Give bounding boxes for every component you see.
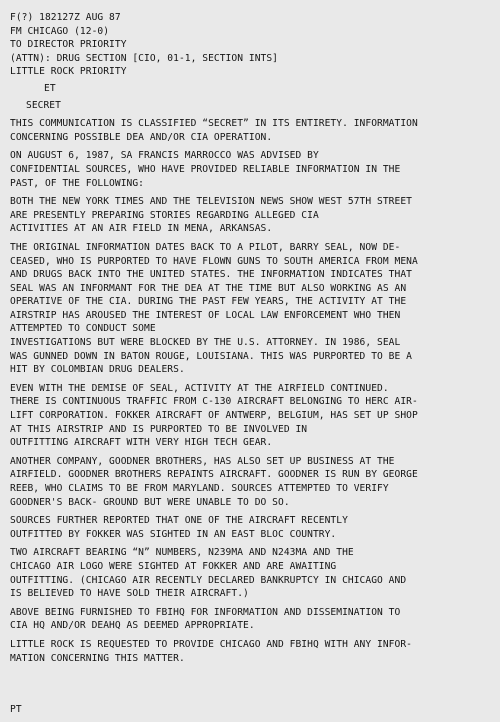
paragraph-line: THERE IS CONTINUOUS TRAFFIC FROM C-130 AIRCRAFT BELONGING TO HERC AIR- — [10, 396, 418, 408]
paragraph-line: AIRFIELD. GOODNER BROTHERS REPAINTS AIRCRAFT. GOODNER IS RUN BY GEORGE — [10, 469, 418, 481]
paragraph-line: SOURCES FURTHER REPORTED THAT ONE OF THE AIRCRAFT RECENTLY — [10, 515, 348, 527]
paragraph-line: LITTLE ROCK IS REQUESTED TO PROVIDE CHICAGO AND FBIHQ WITH ANY INFOR- — [10, 638, 412, 650]
paragraph-line: AT THIS AIRSTRIP AND IS PURPORTED TO BE INVOLVED IN — [10, 423, 308, 435]
paragraph-line: LIFT CORPORATION. FOKKER AIRCRAFT OF ANTWERP, BELGIUM, HAS SET UP SHOP — [10, 410, 418, 422]
paragraph-line: GOODNER'S BACK- GROUND BUT WERE UNABLE TO DO SO. — [10, 496, 290, 508]
paragraph-line: OUTFITTING. (CHICAGO AIR RECENTLY DECLARED BANKRUPTCY IN CHICAGO AND — [10, 574, 407, 586]
paragraph-line: SEAL WAS AN INFORMANT FOR THE DEA AT THE TIME BUT ALSO WORKING AS AN — [10, 282, 407, 294]
paragraph-airfield — [10, 382, 490, 450]
paragraph-line: ABOVE BEING FURNISHED TO FBIHQ FOR INFORMATION AND DISSEMINATION TO — [10, 606, 401, 618]
paragraph-line: CEASED, WHO IS PURPORTED TO HAVE FLOWN GUNS TO SOUTH AMERICA FROM MENA — [10, 255, 418, 267]
paragraph-line: TWO AIRCRAFT BEARING “N” NUMBERS, N239MA AND N243MA AND THE — [10, 547, 354, 559]
paragraph-line: ANOTHER COMPANY, GOODNER BROTHERS, HAS ALSO SET UP BUSINESS AT THE — [10, 455, 395, 467]
paragraph-line: MATION CONCERNING THIS MATTER. — [10, 652, 185, 664]
paragraph-line: THIS COMMUNICATION IS CLASSIFIED “SECRET” IN ITS ENTIRETY. INFORMATION — [10, 118, 418, 130]
paragraph-line: OPERATIVE OF THE CIA. DURING THE PAST FEW YEARS, THE ACTIVITY AT THE — [10, 296, 407, 308]
paragraph-line: CIA HQ AND/OR DEAHQ AS DEEMED APPROPRIATE. — [10, 620, 255, 632]
paragraph-advised — [10, 149, 490, 190]
paragraph-n-numbers — [10, 546, 490, 600]
paragraph-line: ON AUGUST 6, 1987, SA FRANCIS MARROCCO WAS ADVISED BY — [10, 150, 319, 162]
classification-marking: SECRET — [26, 99, 61, 111]
copy-to-line: LITTLE ROCK PRIORITY — [10, 66, 127, 78]
paragraph-classification-note — [10, 117, 490, 144]
paragraph-line: IS BELIEVED TO HAVE SOLD THEIR AIRCRAFT.) — [10, 588, 249, 600]
paragraph-line: HIT BY COLOMBIAN DRUG DEALERS. — [10, 364, 185, 376]
to-line: TO DIRECTOR PRIORITY — [10, 39, 127, 51]
date-time-group: F(?) 182127Z AUG 87 — [10, 12, 121, 23]
paragraph-line: ATTEMPTED TO CONDUCT SOME — [10, 323, 156, 335]
paragraph-line: ARE PRESENTLY PREPARING STORIES REGARDING ALLEGED CIA — [10, 209, 319, 221]
paragraph-seal — [10, 241, 490, 377]
paragraph-goodner — [10, 455, 490, 509]
paragraph-line: INVESTIGATIONS BUT WERE BLOCKED BY THE U.S. ATTORNEY. IN 1986, SEAL — [10, 337, 401, 349]
paragraph-line: BOTH THE NEW YORK TIMES AND THE TELEVISION NEWS SHOW WEST 57TH STREET — [10, 196, 412, 208]
paragraph-request — [10, 638, 490, 665]
end-marker: PT — [10, 704, 22, 715]
et-marker: ET — [44, 82, 56, 94]
paragraph-news — [10, 195, 490, 236]
paragraph-line: CONCERNING POSSIBLE DEA AND/OR CIA OPERATION. — [10, 131, 273, 143]
paragraph-line: EVEN WITH THE DEMISE OF SEAL, ACTIVITY AT THE AIRFIELD CONTINUED. — [10, 382, 389, 394]
paragraph-line: THE ORIGINAL INFORMATION DATES BACK TO A PILOT, BARRY SEAL, NOW DE- — [10, 241, 401, 253]
paragraph-furnished — [10, 606, 490, 633]
from-line: FM CHICAGO (12-0) — [10, 25, 110, 37]
paragraph-east-bloc — [10, 514, 490, 541]
paragraph-line: OUTFITTED BY FOKKER WAS SIGHTED IN AN EAST BLOC COUNTRY. — [10, 528, 337, 540]
paragraph-line: PAST, OF THE FOLLOWING: — [10, 177, 144, 189]
paragraph-line: AND DRUGS BACK INTO THE UNITED STATES. THE INFORMATION INDICATES THAT — [10, 269, 412, 281]
paragraph-line: CONFIDENTIAL SOURCES, WHO HAVE PROVIDED RELIABLE INFORMATION IN THE — [10, 163, 401, 175]
paragraph-line: AIRSTRIP HAS AROUSED THE INTEREST OF LOCAL LAW ENFORCEMENT WHO THEN — [10, 309, 401, 321]
paragraph-line: CHICAGO AIR LOGO WERE SIGHTED AT FOKKER AND ARE AWAITING — [10, 560, 337, 572]
paragraph-line: WAS GUNNED DOWN IN BATON ROUGE, LOUISIANA. THIS WAS PURPORTED TO BE A — [10, 350, 412, 362]
message-body — [10, 112, 490, 665]
paragraph-line: OUTFITTING AIRCRAFT WITH VERY HIGH TECH GEAR. — [10, 437, 273, 449]
paragraph-line: ACTIVITIES AT AN AIR FIELD IN MENA, ARKANSAS. — [10, 223, 273, 235]
attention-line: (ATTN): DRUG SECTION [CIO, 01-1, SECTION INTS] — [10, 52, 278, 64]
paragraph-line: REEB, WHO CLAIMS TO BE FROM MARYLAND. SOURCES ATTEMPTED TO VERIFY — [10, 483, 389, 494]
